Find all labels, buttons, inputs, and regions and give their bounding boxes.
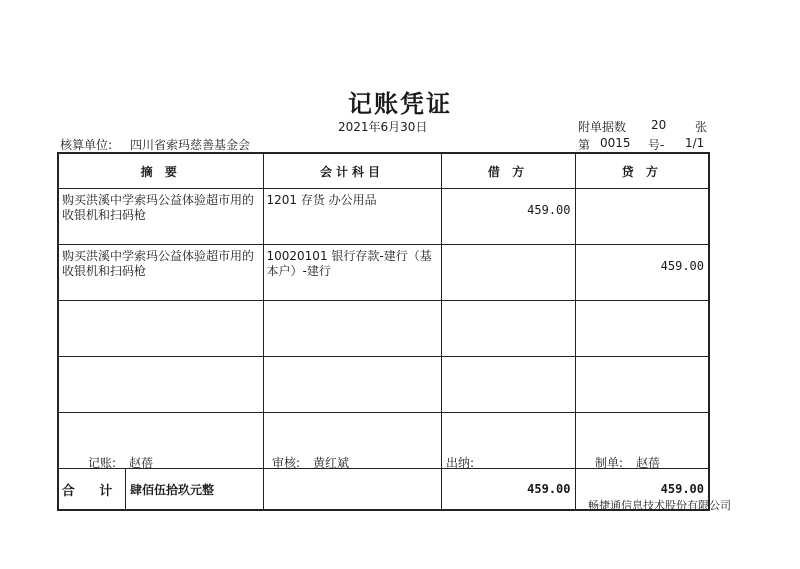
header-credit: 贷 方 xyxy=(575,153,709,189)
table-row xyxy=(58,301,709,357)
voucher-page: 1/1 xyxy=(685,136,705,150)
bookkeeper-label: 记账: xyxy=(88,456,117,470)
total-account-cell xyxy=(263,469,441,511)
row-summary: 购买洪溪中学索玛公益体验超市用的收银机和扫码枪 xyxy=(58,245,263,301)
voucher-date: 2021年6月30日 xyxy=(338,120,428,134)
attachments-label: 附单据数 xyxy=(578,120,627,134)
accounting-unit-value: 四川省索玛慈善基金会 xyxy=(130,138,251,152)
voucher-title: 记账凭证 xyxy=(348,90,452,118)
cashier-label: 出纳: xyxy=(446,456,475,470)
voucher-no-prefix: 第 xyxy=(578,138,591,152)
row-debit xyxy=(441,245,575,301)
header-account: 会计科目 xyxy=(263,153,441,189)
software-vendor: 畅捷通信息技术股份有限公司 xyxy=(588,499,731,512)
accounting-unit-label: 核算单位: xyxy=(60,138,113,152)
table-row xyxy=(58,357,709,413)
row-credit: 459.00 xyxy=(575,245,709,301)
attachments-count: 20 xyxy=(651,118,667,132)
row-account xyxy=(263,301,441,357)
header-debit: 借 方 xyxy=(441,153,575,189)
row-debit: 459.00 xyxy=(441,189,575,245)
row-account xyxy=(263,357,441,413)
row-credit xyxy=(575,357,709,413)
total-credit: 459.00 xyxy=(575,469,709,511)
row-credit xyxy=(575,189,709,245)
row-summary xyxy=(58,301,263,357)
row-account: 10020101 银行存款-建行（基本户）-建行 xyxy=(263,245,441,301)
row-credit xyxy=(575,301,709,357)
total-summary-cell xyxy=(58,469,263,511)
header-summary: 摘 要 xyxy=(58,153,263,189)
table-header-row xyxy=(58,153,709,189)
reviewer-label: 审核: xyxy=(272,456,301,470)
total-debit: 459.00 xyxy=(441,469,575,511)
row-debit xyxy=(441,301,575,357)
table-row xyxy=(58,245,709,301)
row-summary xyxy=(58,357,263,413)
voucher-no-suffix: 号- xyxy=(648,138,665,152)
maker-name: 赵蓓 xyxy=(636,456,661,470)
row-summary: 购买洪溪中学索玛公益体验超市用的收银机和扫码枪 xyxy=(58,189,263,245)
maker-label: 制单: xyxy=(595,456,624,470)
bookkeeper-name: 赵蓓 xyxy=(129,456,154,470)
total-label: 合 计 xyxy=(59,469,126,509)
row-account: 1201 存货 办公用品 xyxy=(263,189,441,245)
row-debit xyxy=(441,357,575,413)
voucher-no-number: 0015 xyxy=(600,136,631,150)
table-row xyxy=(58,189,709,245)
reviewer-name: 黄红斌 xyxy=(313,456,350,470)
total-amount-in-words: 肆佰伍拾玖元整 xyxy=(130,482,215,497)
attachments-unit: 张 xyxy=(695,120,708,134)
